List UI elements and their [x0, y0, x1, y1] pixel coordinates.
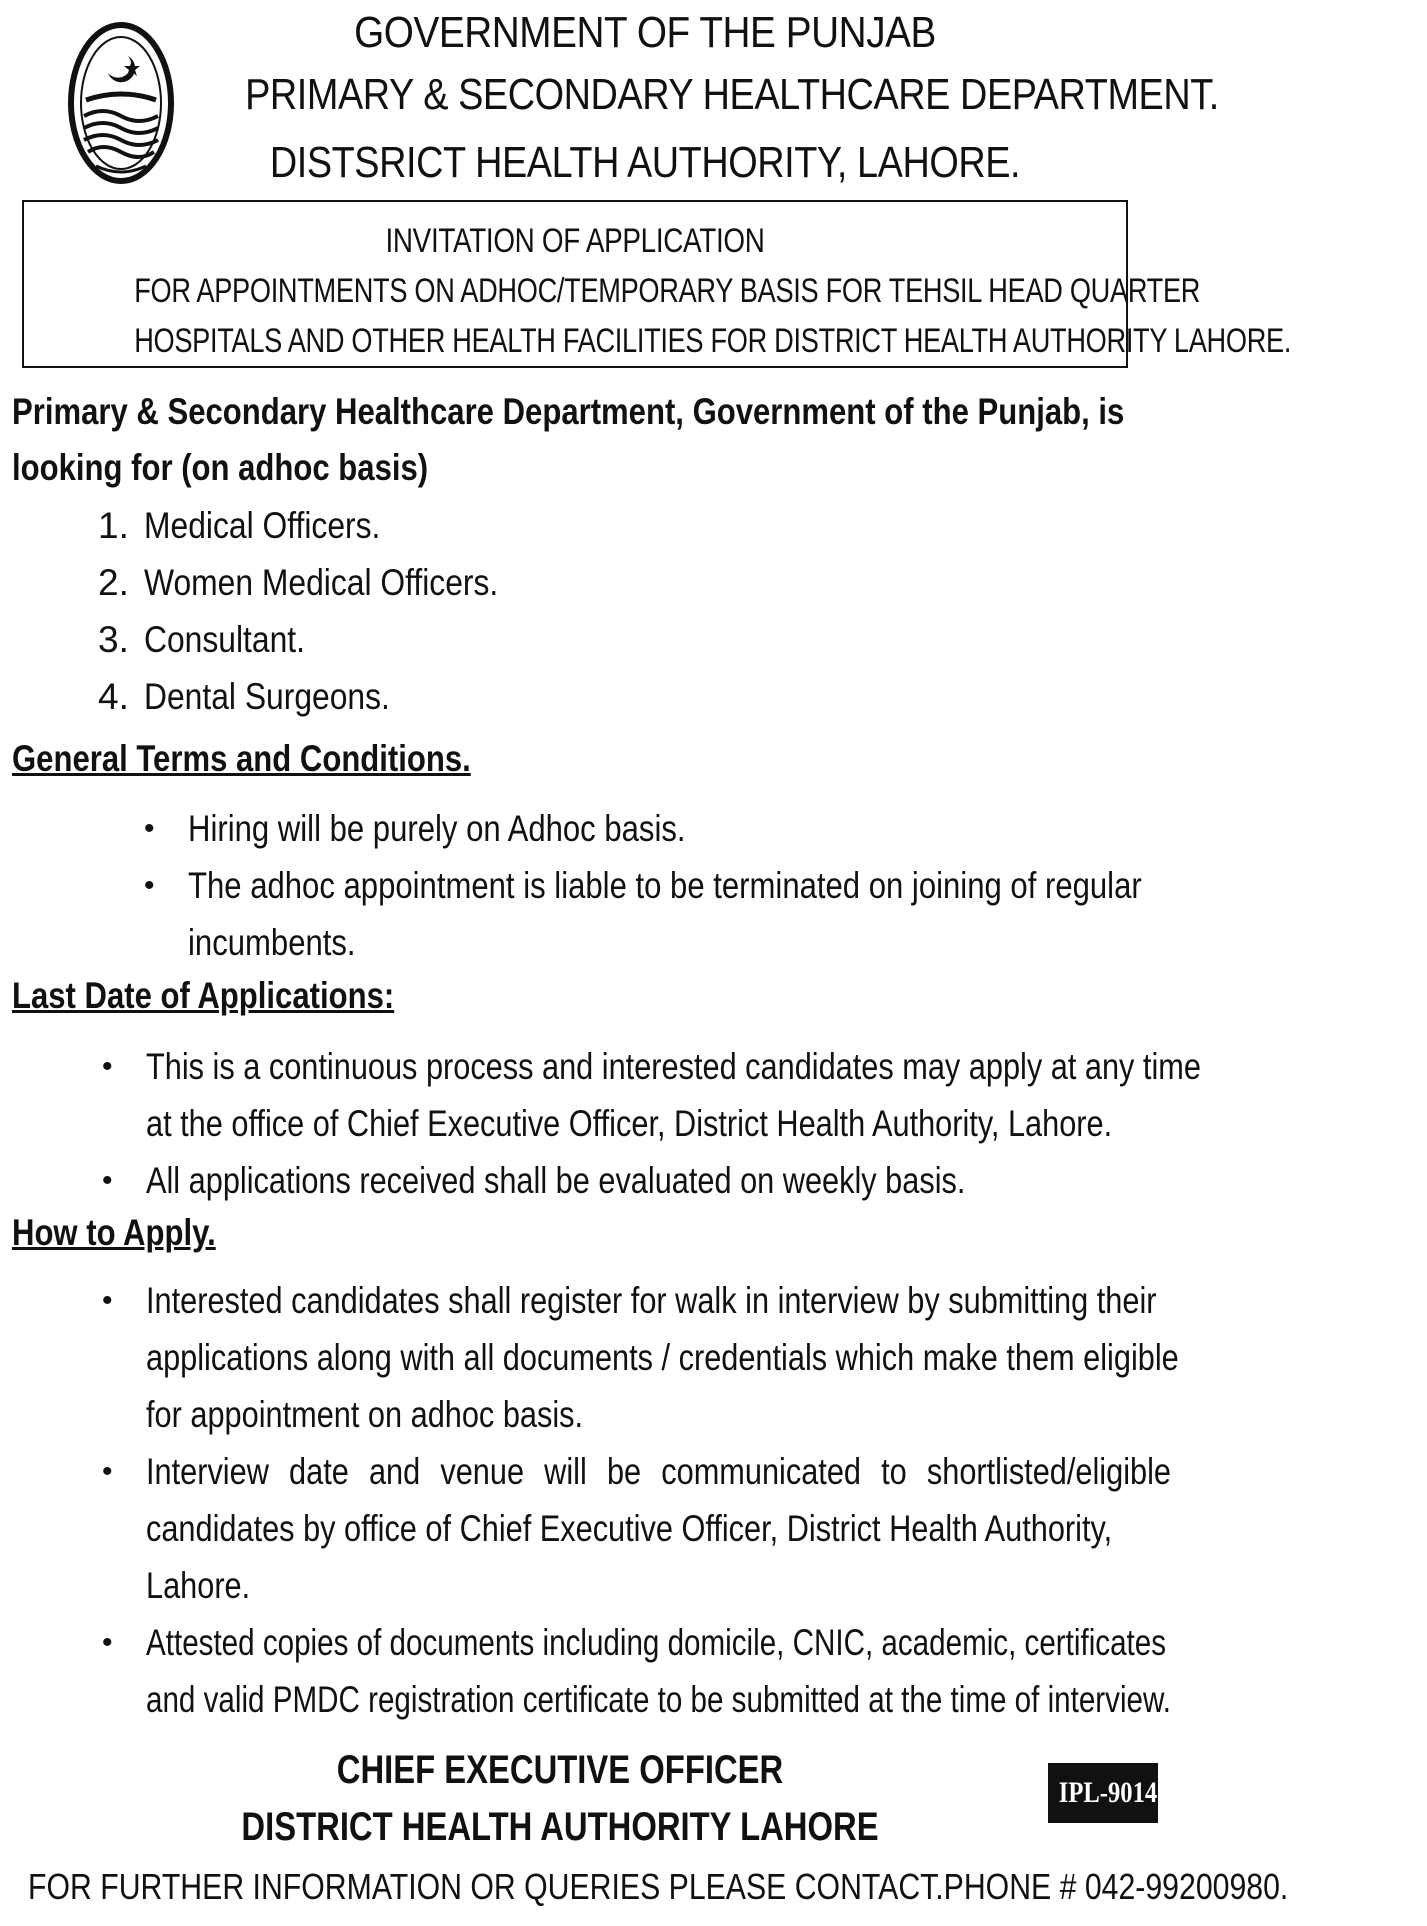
bullet-icon: • — [144, 869, 155, 902]
list-item — [98, 562, 898, 619]
contact-line: FOR FURTHER INFORMATION OR QUERIES PLEASE CONTACT.PHONE # 042-99200980. — [28, 1866, 1289, 1907]
bullet-text: for appointment on adhoc basis. — [146, 1394, 584, 1435]
list-item — [102, 1152, 1417, 1209]
bullet-text: All applications received shall be evaluated on weekly basis. — [146, 1160, 966, 1201]
list-item — [144, 800, 1323, 857]
post-label: Medical Officers. — [144, 505, 381, 546]
bullet-icon: • — [102, 1455, 113, 1488]
bullet-text: at the office of Chief Executive Officer, District Health Authority, Lahore. — [146, 1103, 1113, 1144]
list-number: 3. — [98, 619, 129, 660]
intro-line-2: looking for (on adhoc basis) — [12, 447, 429, 488]
list-item — [144, 857, 1323, 971]
list-item — [102, 1443, 1427, 1614]
post-label: Dental Surgeons. — [144, 676, 390, 717]
signature-title: CHIEF EXECUTIVE OFFICER — [336, 1748, 784, 1792]
list-item — [102, 1272, 1427, 1443]
invitation-heading: INVITATION OF APPLICATION — [385, 222, 765, 260]
punjab-government-seal-icon — [66, 18, 176, 188]
invitation-box — [22, 200, 1292, 368]
posts-list — [98, 505, 898, 733]
bullet-text: Interview date and venue will be communicated to shortlisted/eligible — [146, 1451, 1172, 1492]
reference-code: IPL-9014 — [1058, 1776, 1158, 1809]
header-government-title: GOVERNMENT OF THE PUNJAB — [354, 8, 936, 57]
list-item — [102, 1614, 1427, 1728]
bullet-text: Interested candidates shall register for walk in interview by submitting their — [146, 1280, 1157, 1321]
post-label: Women Medical Officers. — [144, 562, 499, 603]
bullet-text: This is a continuous process and interested candidates may apply at any time — [146, 1046, 1201, 1087]
list-number: 2. — [98, 562, 129, 603]
list-item — [98, 505, 898, 562]
last-date-section-title: Last Date of Applications: — [12, 975, 395, 1016]
list-number: 4. — [98, 676, 129, 717]
list-item — [102, 1038, 1417, 1152]
reference-code-badge — [1048, 1763, 1158, 1823]
list-number: 1. — [98, 505, 129, 546]
bullet-text: The adhoc appointment is liable to be terminated on joining of regular — [188, 865, 1142, 906]
bullet-icon: • — [102, 1164, 113, 1197]
terms-section-title: General Terms and Conditions. — [12, 738, 471, 779]
bullet-icon: • — [102, 1284, 113, 1317]
header — [0, 0, 1219, 195]
post-label: Consultant. — [144, 619, 305, 660]
invitation-subheading-line-1: FOR APPOINTMENTS ON ADHOC/TEMPORARY BASIS FOR TEHSIL HEAD QUARTER — [134, 272, 1201, 310]
list-item — [98, 676, 898, 733]
bullet-text: Lahore. — [146, 1565, 251, 1606]
bullet-text: incumbents. — [188, 922, 356, 963]
how-to-apply-section-title: How to Apply. — [12, 1212, 216, 1253]
signature-organization: DISTRICT HEALTH AUTHORITY LAHORE — [241, 1805, 879, 1849]
list-item — [98, 619, 898, 676]
bullet-text: applications along with all documents / credentials which make them eligible — [146, 1337, 1179, 1378]
bullet-icon: • — [144, 812, 155, 845]
intro-paragraph — [12, 384, 1162, 496]
intro-line-1: Primary & Secondary Healthcare Department, Government of the Punjab, is — [12, 391, 1125, 432]
terms-bullets — [144, 800, 1323, 971]
bullet-text: and valid PMDC registration certificate to be submitted at the time of interview. — [146, 1679, 1171, 1720]
bullet-icon: • — [102, 1626, 113, 1659]
last-date-bullets — [102, 1038, 1417, 1209]
bullet-text: Hiring will be purely on Adhoc basis. — [188, 808, 686, 849]
invitation-subheading-line-2: HOSPITALS AND OTHER HEALTH FACILITIES FOR DISTRICT HEALTH AUTHORITY LAHORE. — [134, 322, 1292, 360]
bullet-icon: • — [102, 1050, 113, 1083]
bullet-text: candidates by office of Chief Executive Officer, District Health Authority, — [146, 1508, 1113, 1549]
how-to-apply-bullets — [102, 1272, 1427, 1728]
header-department-title: PRIMARY & SECONDARY HEALTHCARE DEPARTMENT. — [245, 70, 1219, 119]
header-authority-title: DISTSRICT HEALTH AUTHORITY, LAHORE. — [269, 138, 1021, 187]
bullet-text: Attested copies of documents including domicile, CNIC, academic, certificates — [146, 1622, 1167, 1663]
